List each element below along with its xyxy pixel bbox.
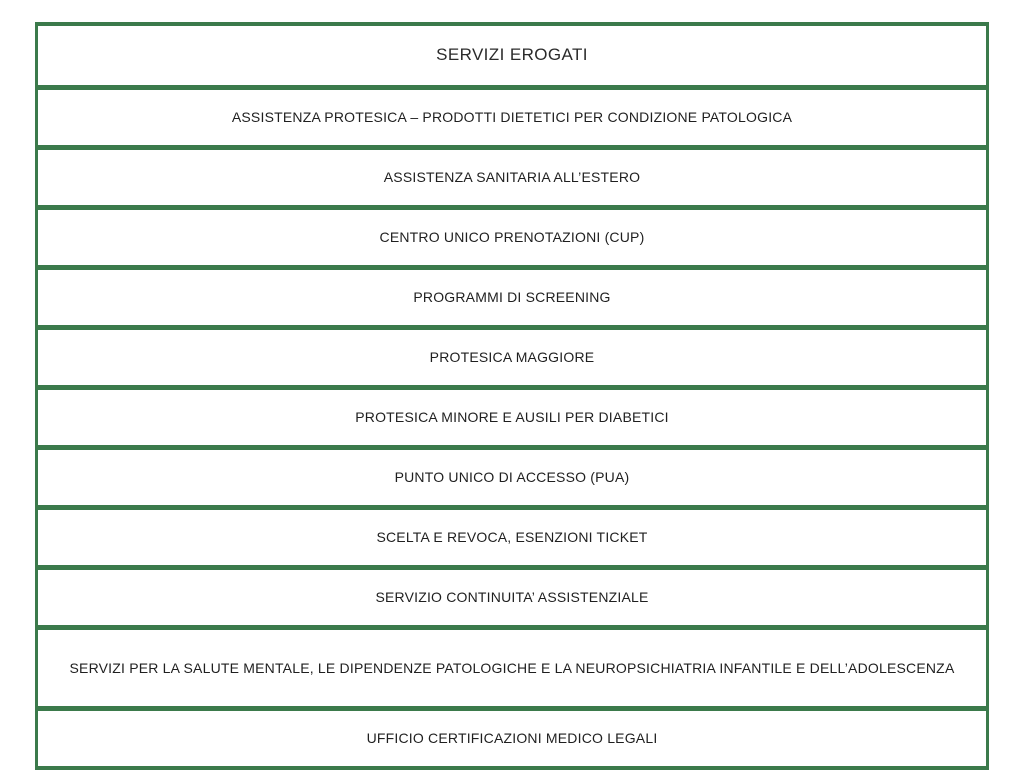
services-table (35, 22, 989, 770)
table-row: SERVIZI PER LA SALUTE MENTALE, LE DIPENDENZE PATOLOGICHE E LA NEUROPSICHIATRIA INFANTILE E DELL’ADOLESCENZA (38, 625, 986, 706)
table-row: PUNTO UNICO DI ACCESSO (PUA) (38, 445, 986, 505)
table-row: PROTESICA MAGGIORE (38, 325, 986, 385)
table-row: PROTESICA MINORE E AUSILI PER DIABETICI (38, 385, 986, 445)
table-row: SERVIZIO CONTINUITA’ ASSISTENZIALE (38, 565, 986, 625)
table-row: SCELTA E REVOCA, ESENZIONI TICKET (38, 505, 986, 565)
table-row: CENTRO UNICO PRENOTAZIONI (CUP) (38, 205, 986, 265)
table-row: ASSISTENZA PROTESICA – PRODOTTI DIETETICI PER CONDIZIONE PATOLOGICA (38, 85, 986, 145)
table-row: UFFICIO CERTIFICAZIONI MEDICO LEGALI (38, 706, 986, 766)
table-row: PROGRAMMI DI SCREENING (38, 265, 986, 325)
table-header: SERVIZI EROGATI (38, 26, 986, 85)
table-row: ASSISTENZA SANITARIA ALL’ESTERO (38, 145, 986, 205)
